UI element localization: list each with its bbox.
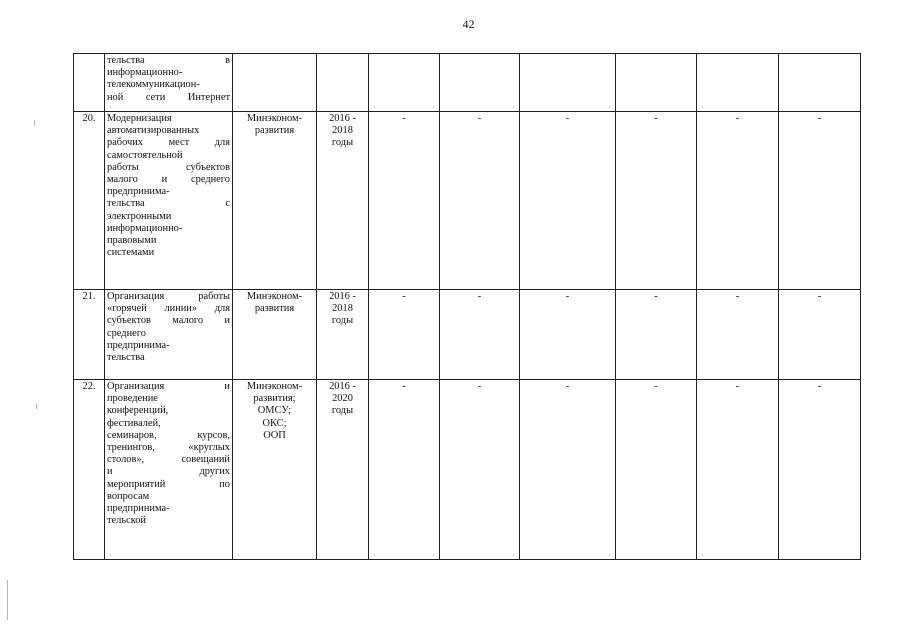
executor-cell — [233, 290, 317, 380]
scan-mark — [34, 120, 35, 126]
value-cell: - — [697, 290, 779, 380]
value-cell — [779, 54, 861, 112]
description-line: предпринима- — [107, 503, 170, 515]
value-cell — [697, 54, 779, 112]
description-line: работы субъектов — [107, 161, 230, 173]
value-cell: - — [616, 380, 697, 560]
row-number: 22. — [74, 380, 105, 560]
page-number: 42 — [462, 17, 475, 31]
period-line: 2016 - — [329, 113, 356, 124]
measures-table — [73, 53, 861, 560]
executor-line: ООП — [263, 429, 286, 441]
row-number: 20. — [74, 112, 105, 290]
executor-line: развития — [254, 303, 295, 315]
description-line: субъектов малого и — [107, 315, 230, 327]
period-line: годы — [331, 137, 354, 149]
description-line: информационно- — [107, 222, 183, 234]
description-line: тельской — [107, 515, 146, 527]
value-cell: - — [616, 290, 697, 380]
period-cell — [317, 380, 369, 560]
description-line: мероприятий по — [107, 478, 230, 490]
measure-description — [105, 54, 233, 112]
row-number: 21. — [74, 290, 105, 380]
description-line: фестивалей, — [107, 417, 161, 429]
description-line: тельства в — [107, 55, 230, 66]
description-line: системами — [107, 247, 155, 259]
executor-line: развития — [254, 125, 295, 137]
value-cell: - — [440, 290, 520, 380]
table-row — [74, 112, 861, 290]
period-line: 2016 - — [329, 381, 356, 392]
period-cell — [317, 290, 369, 380]
period-line: 2018 — [332, 303, 353, 315]
period-line: годы — [331, 405, 354, 417]
measure-description — [105, 290, 233, 380]
description-line: автоматизированных — [107, 125, 200, 137]
description-line: тельства — [107, 352, 145, 364]
executor-line: Минэконом- — [246, 381, 303, 392]
value-cell: - — [440, 380, 520, 560]
measure-description — [105, 380, 233, 560]
table-row — [74, 290, 861, 380]
description-line: самостоятельной — [107, 149, 183, 161]
period-line: 2020 — [332, 393, 353, 405]
scan-mark — [36, 404, 37, 409]
description-line: и других — [107, 466, 230, 478]
description-line: ной сети Интернет — [107, 91, 230, 103]
description-line: предпринима- — [107, 339, 170, 351]
description-line: семинаров, курсов, — [107, 429, 230, 441]
scan-mark — [7, 580, 8, 620]
value-cell: - — [520, 380, 616, 560]
executor-line: ОКС; — [262, 417, 287, 429]
period-cell — [317, 112, 369, 290]
value-cell: - — [369, 380, 440, 560]
value-cell: - — [616, 112, 697, 290]
row-number — [74, 54, 105, 112]
value-cell: - — [520, 112, 616, 290]
executor-line: Минэконом- — [246, 291, 303, 302]
value-cell — [440, 54, 520, 112]
description-line: рабочих мест для — [107, 137, 230, 149]
value-cell: - — [779, 290, 861, 380]
period-line: 2018 — [332, 125, 353, 137]
executor-cell — [233, 112, 317, 290]
executor-cell — [233, 54, 317, 112]
table-row — [74, 54, 861, 112]
description-line: малого и среднего — [107, 174, 230, 186]
value-cell: - — [520, 290, 616, 380]
description-line: проведение — [107, 393, 158, 405]
description-line: Организация работы — [107, 291, 230, 302]
value-cell: - — [369, 290, 440, 380]
measure-description — [105, 112, 233, 290]
value-cell — [520, 54, 616, 112]
description-line: тренингов, «круглых — [107, 442, 230, 454]
value-cell: - — [779, 380, 861, 560]
period-line: 2016 - — [329, 291, 356, 302]
description-line: конференций, — [107, 405, 169, 417]
executor-cell — [233, 380, 317, 560]
description-line: информационно- — [107, 67, 183, 79]
description-line: Модернизация — [107, 113, 172, 124]
executor-line: Минэконом- — [246, 113, 303, 124]
description-line: предпринима- — [107, 186, 170, 198]
description-line: Организация и — [107, 381, 230, 392]
value-cell: - — [779, 112, 861, 290]
value-cell — [369, 54, 440, 112]
value-cell — [616, 54, 697, 112]
executor-line: развития; — [253, 393, 296, 405]
table-body — [74, 54, 861, 560]
value-cell: - — [440, 112, 520, 290]
description-line: тельства с — [107, 198, 230, 210]
value-cell: - — [697, 380, 779, 560]
table-row — [74, 380, 861, 560]
description-line: правовыми — [107, 235, 157, 247]
description-line: телекоммуникацион- — [107, 79, 200, 91]
description-line: «горячей линии» для — [107, 303, 230, 315]
description-line: электронными — [107, 210, 172, 222]
description-line: среднего — [107, 327, 146, 339]
period-line: годы — [331, 315, 354, 327]
period-cell — [317, 54, 369, 112]
description-line: столов», совещаний — [107, 454, 230, 466]
value-cell: - — [697, 112, 779, 290]
executor-line: ОМСУ; — [257, 405, 292, 417]
description-line: вопросам — [107, 490, 150, 502]
value-cell: - — [369, 112, 440, 290]
